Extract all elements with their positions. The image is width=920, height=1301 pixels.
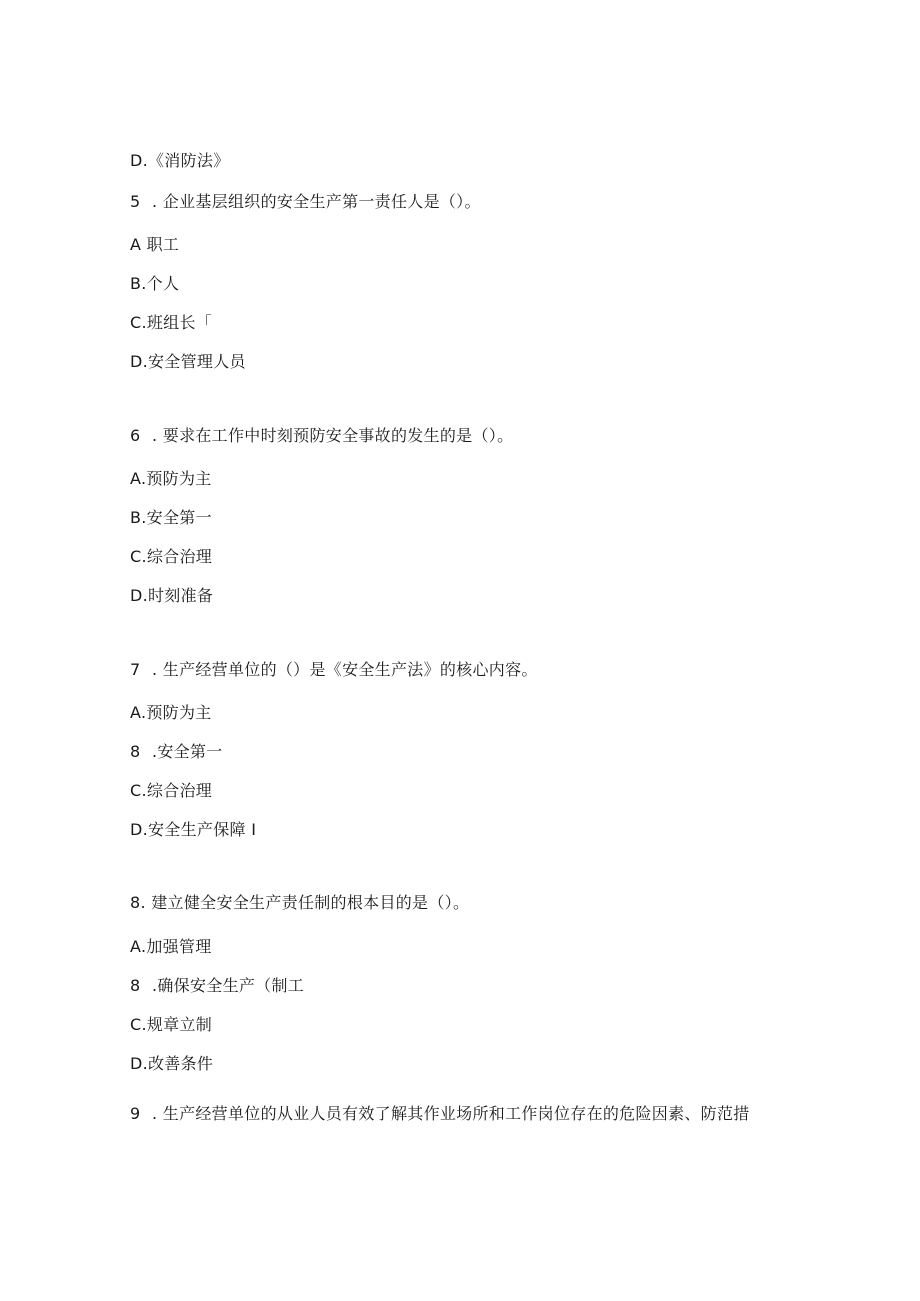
option-text: B.个人 [130, 274, 180, 293]
option-text: A.加强管理 [130, 937, 212, 956]
option-text: C.规章立制 [130, 1015, 213, 1034]
option-a-q6 [130, 469, 212, 489]
question-8 [130, 893, 469, 913]
question-number: 7 [130, 660, 141, 679]
option-text: D.改善条件 [130, 1054, 214, 1073]
option-d-q8 [130, 1054, 213, 1074]
option-d-q5 [130, 352, 246, 372]
question-number: 5 [130, 192, 141, 211]
option-a-q7 [130, 703, 212, 723]
option-text: C.综合治理 [130, 547, 213, 566]
option-number: 8 [130, 976, 141, 995]
option-b-q8 [130, 976, 304, 996]
option-c-q6 [130, 547, 212, 567]
option-d-q6 [130, 586, 213, 606]
option-text: A 职工 [130, 235, 180, 254]
question-7 [130, 660, 538, 680]
question-text: . 企业基层组织的安全生产第一责任人是（）。 [152, 192, 481, 211]
option-text: A.预防为主 [130, 469, 212, 488]
question-number: 9 [130, 1104, 141, 1123]
option-number: 8 [130, 742, 141, 761]
option-text: D.安全管理人员 [130, 352, 246, 371]
question-6 [130, 426, 513, 446]
option-d-q4 [130, 151, 230, 171]
option-text: D.《消防法》 [130, 151, 230, 170]
question-text: . 生产经营单位的从业人员有效了解其作业场所和工作岗位存在的危险因素、防范措 [152, 1104, 750, 1123]
option-text: A.预防为主 [130, 703, 212, 722]
option-text: C.综合治理 [130, 781, 213, 800]
option-text: C.班组长「 [130, 313, 213, 332]
question-text: . 要求在工作中时刻预防安全事故的发生的是（）。 [152, 426, 514, 445]
option-c-q5 [130, 313, 212, 333]
option-text: D.安全生产保障 I [130, 820, 257, 839]
question-5 [130, 192, 481, 212]
option-text: B.安全第一 [130, 508, 212, 527]
option-d-q7 [130, 820, 256, 840]
question-9 [130, 1104, 750, 1124]
option-text: .安全第一 [152, 742, 223, 761]
question-text: 8. 建立健全安全生产责任制的根本目的是（）。 [130, 893, 470, 912]
option-b-q6 [130, 508, 212, 528]
option-b-q5 [130, 274, 179, 294]
option-text: .确保安全生产（制工 [152, 976, 305, 995]
question-number: 6 [130, 426, 141, 445]
option-a-q8 [130, 937, 212, 957]
option-c-q7 [130, 781, 212, 801]
question-text: . 生产经营单位的（）是《安全生产法》的核心内容。 [152, 660, 538, 679]
option-b-q7 [130, 742, 223, 762]
option-a-q5 [130, 235, 179, 255]
option-c-q8 [130, 1015, 212, 1035]
option-text: D.时刻准备 [130, 586, 214, 605]
